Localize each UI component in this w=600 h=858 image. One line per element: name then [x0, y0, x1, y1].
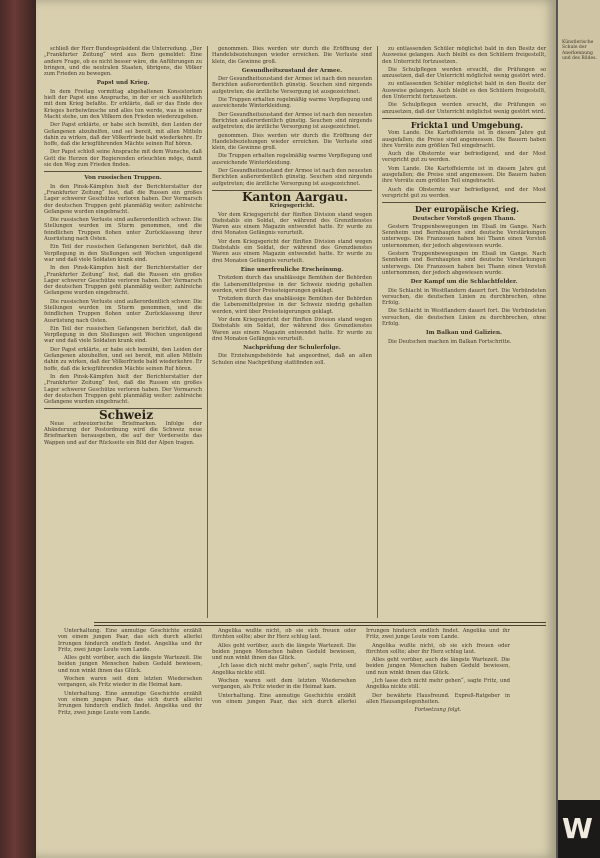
- middle-column: [212, 46, 372, 368]
- article-paragraph: In dem Freitag vormittag abgehaltenen Konsistorium hielt der Papst eine Ansprache, in der er sich ausführlich mit dem Krieg befaßte. Er erklärte, daß er das Ende des Krieges herbeiwünsche und alles tun werde, was in seiner Macht stehe, um den Völkern den Frieden wiederzugeben.: [44, 88, 202, 120]
- article-paragraph: schließ der Herr Bundespräsident die Unterredung. „Der „Frankfurter Zeitung“ wird aus Bern gemeldet: Eine andere Frage, ob es nicht besser wäre, die Anführungen zu bringen, und die neutralen Staaten, übrigens, die Völker zum Frieden zu bewegen.: [44, 46, 202, 78]
- section-heading: Deutscher Vorstoß gegen Thann.: [412, 215, 516, 222]
- section-heading: Von russischen Truppen.: [84, 175, 162, 182]
- section-heading: Eine unerfreuliche Erscheinung.: [240, 266, 344, 273]
- article-paragraph: Der Gesundheitszustand der Armee ist nach den neuesten Berichten außerordentlich günstig. Seuchen sind nirgends aufgetreten; die ärztliche Versorgung ist ausgezeichnet.: [212, 111, 372, 131]
- section-heading: Im Balkan und Galizien.: [426, 330, 502, 337]
- article-paragraph: Die russischen Verluste sind außerordentlich schwer. Die Stellungen wurden im Sturm genommen, und die feindlichen Truppen flohen unter Zurücklassung ihrer Ausrüstung nach Osten.: [44, 298, 202, 324]
- article-paragraph: Der Gesundheitszustand der Armee ist nach den neuesten Berichten außerordentlich günstig. Seuchen sind nirgends aufgetreten; die ärztliche Versorgung ist ausgezeichnet.: [212, 168, 372, 187]
- section-title: Frickta1 und Umgebung.: [410, 119, 524, 130]
- story-paragraph: Alles geht vorüber, auch die längste Wartezeit. Die beiden jungen Menschen haben Geduld bewiesen, und nun winkt ihnen das Glück.: [366, 657, 510, 676]
- column-rule: [377, 46, 378, 618]
- article-paragraph: Trotzdem durch das unablässige Bemühen der Behörden die Lebensmittelpreise in der Schweiz niedrig gehalten werden, wird über Preissteigerungen geklagt.: [212, 296, 372, 315]
- column-rule: [207, 46, 208, 618]
- article-paragraph: Der Papst erklärte, er habe sich bemüht, den Leiden der Gefangenen abzuhelfen, und sei bereit, mit allen Mitteln dahin zu wirken, daß der Völkerfriede bald wiederkehre. Er hoffe, daß die kriegführenden Mächte seinen Ruf hören.: [44, 346, 202, 372]
- newspaper-page: [36, 0, 556, 858]
- article-paragraph: Auch die Obsternte war befriedigend, und der Most verspricht gut zu werden.: [382, 151, 546, 164]
- article-paragraph: Neue schweizerische Briefmarken. Infolge der Abänderung der Postordnung wird die Schweiz neue Briefmarken herausgeben, die auf der Vorderseite das Wappen und auf der Rückseite ein Bild der Alpen tragen.: [44, 420, 202, 446]
- article-paragraph: Ein Teil der russischen Gefangenen berichtet, daß die Verpflegung in den Stellungen seit Wochen ungenügend war und daß viele Soldaten krank sind.: [44, 325, 202, 345]
- article-paragraph: Die Schlacht in Westflandern dauert fort. Die Verbündeten versuchen, die deutschen Linien zu durchbrechen, ohne Erfolg.: [382, 287, 546, 307]
- article-paragraph: Die Schlacht in Westflandern dauert fort. Die Verbündeten versuchen, die deutschen Linien zu durchbrechen, ohne Erfolg.: [382, 308, 546, 327]
- article-paragraph: genommen. Dies werden wir durch die Eröffnung der Handelsbeziehungen wieder erreichen. Die Verluste sind klein, die Gewinne groß.: [212, 46, 372, 65]
- story-paragraph: „Ich lasse dich nicht mehr gehen“, sagte Fritz, und Angelika nickte still.: [212, 663, 356, 676]
- article-paragraph: genommen. Dies werden wir durch die Eröffnung der Handelsbeziehungen wieder erreichen. Die Verluste sind klein, die Gewinne groß.: [212, 132, 372, 152]
- story-paragraph: Angelika wußte nicht, ob sie sich freuen oder fürchten sollte; aber ihr Herz schlug laut.: [366, 642, 510, 655]
- feuilleton-rule: [94, 625, 546, 626]
- article-paragraph: Der Gesundheitszustand der Armee ist nach den neuesten Berichten außerordentlich günstig. Seuchen sind nirgends aufgetreten; die ärztliche Versorgung ist ausgezeichnet.: [212, 76, 372, 95]
- section-heading: Gesundheitszustand der Armee.: [241, 67, 343, 74]
- left-column: [44, 46, 202, 448]
- section-heading: Papst und Krieg.: [96, 80, 150, 87]
- advert-letter: W: [558, 800, 600, 858]
- article-paragraph: Der Papst erklärte, er habe sich bemüht, den Leiden der Gefangenen abzuhelfen, und sei bereit, mit allen Mitteln dahin zu wirken, daß der Völkerfriede bald wiederkehre. Er hoffe, daß die kriegführenden Mächte seinen Ruf hören.: [44, 122, 202, 148]
- story-paragraph: „Ich lasse dich nicht mehr gehen“, sagte Fritz, und Angelika nickte still.: [366, 678, 510, 691]
- feuilleton-rule: [94, 622, 546, 623]
- article-paragraph: In den Pinsk-Kämpfen hielt der Berichterstatter der „Frankfurter Zeitung“ fest, daß die Russen ein großes Lager schwerer Geschütze verloren haben. Der Vormarsch der deutschen Truppen geht planmäßig weiter; zahlreiche Gefangene wurden eingebracht.: [44, 265, 202, 297]
- section-title: Der europäische Krieg.: [414, 204, 520, 215]
- article-paragraph: zu entlassenden Schüler möglichst bald in den Besitz der Ausweise gelangen. Auch bleibt es den Schülern freigestellt, den Unterricht fortzusetzen.: [382, 46, 546, 65]
- article-paragraph: In den Pinsk-Kämpfen hielt der Berichterstatter der „Frankfurter Zeitung“ fest, daß die Russen ein großes Lager schwerer Geschütze verloren haben. Der Vormarsch der deutschen Truppen geht planmäßig weiter; zahlreiche Gefangene wurden eingebracht.: [44, 373, 202, 406]
- article-paragraph: Gestern Truppenbewegungen im Elsaß im Gange. Nach Sennheim und Bernhaupten sind deutsche Verstärkungen unterwegs. Die Franzosen haben bei Thann einen Vorstoß unternommen, der jedoch abgewiesen wurde.: [382, 251, 546, 276]
- article-paragraph: Die Schulpflegen werden ersucht, die Prüfungen so anzusetzen, daß der Unterricht möglichst wenig gestört wird.: [382, 102, 546, 115]
- article-paragraph: Vom Lande. Die Kartoffelernte ist in diesem Jahre gut ausgefallen; die Preise sind angemessen. Die Bauern haben ihre Vorräte zum größten Teil eingebracht.: [382, 130, 546, 149]
- story-paragraph: Alles geht vorüber, auch die längste Wartezeit. Die beiden jungen Menschen haben Geduld bewiesen, und nun winkt ihnen das Glück.: [58, 655, 202, 674]
- article-paragraph: Vor dem Kriegsgericht der fünften Division stand wegen Diebstahls ein Soldat, der während des Grenzdienstes Waren aus einem Magazin entwendet hatte. Er wurde zu drei Monaten Gefängnis verurteilt.: [212, 238, 372, 264]
- story-paragraph: Unterhaltung. Eine anmutige Geschichte erzählt von einem jungen Paar, das sich durch allerlei Irrungen hindurch endlich findet. Angelika und ihr Fritz, zwei junge Leute vom Lande.: [58, 690, 202, 716]
- article-paragraph: Die Erziehungsbehörde hat angeordnet, daß an allen Schulen eine Nachprüfung stattfinden soll.: [212, 353, 372, 366]
- right-column: [382, 46, 546, 347]
- divider: [382, 202, 546, 203]
- story-paragraph: Wochen waren seit dem letzten Wiedersehen vergangen, als Fritz wieder in die Heimat kam.: [58, 676, 202, 689]
- article-paragraph: Vor dem Kriegsgericht der fünften Division stand wegen Diebstahls ein Soldat, der während des Grenzdienstes Waren aus einem Magazin entwendet hatte. Er wurde zu drei Monaten Gefängnis verurteilt.: [212, 211, 372, 237]
- article-paragraph: Die Truppen erhalten regelmäßig warme Verpflegung und ausreichende Winterkleidung.: [212, 153, 372, 166]
- section-heading: Der Kampf um die Schlachtfelder.: [410, 279, 518, 286]
- story-paragraph: Der bewährte Hausfreund. Expreß-Ratgeber in allen Hausangelegenheiten.: [366, 692, 510, 705]
- article-paragraph: In den Pinsk-Kämpfen hielt der Berichterstatter der „Frankfurter Zeitung“ fest, daß die Russen ein großes Lager schwerer Geschütze verloren haben. Der Vormarsch der deutschen Truppen geht planmäßig weiter; zahlreiche Gefangene wurden eingebracht.: [44, 183, 202, 215]
- section-heading: Kriegsgericht.: [269, 203, 315, 210]
- article-paragraph: Vor dem Kriegsgericht der fünften Division stand wegen Diebstahls ein Soldat, der während des Grenzdienstes Waren aus einem Magazin entwendet hatte. Er wurde zu drei Monaten Gefängnis verurteilt.: [212, 316, 372, 342]
- divider: [44, 171, 202, 172]
- story-paragraph: Angelika wußte nicht, ob sie sich freuen oder fürchten sollte; aber ihr Herz schlug laut.: [212, 628, 356, 641]
- story-paragraph: Wochen waren seit dem letzten Wiedersehen vergangen, als Fritz wieder in die Heimat kam.: [212, 678, 356, 691]
- article-paragraph: Der Papst schloß seine Ansprache mit dem Wunsche, daß Gott die Herzen der Regierenden erleuchten möge, damit sie den Weg zum Frieden finden.: [44, 149, 202, 169]
- section-heading: Nachprüfung der Schulerfolge.: [243, 345, 341, 352]
- article-paragraph: Vom Lande. Die Kartoffelernte ist in diesem Jahre gut ausgefallen; die Preise sind angemessen. Die Bauern haben ihre Vorräte zum größten Teil eingebracht.: [382, 165, 546, 185]
- article-paragraph: Auch die Obsternte war befriedigend, und der Most verspricht gut zu werden.: [382, 186, 546, 199]
- book-binding: [0, 0, 36, 858]
- section-title: Kanton Aargau.: [242, 189, 348, 204]
- article-paragraph: Gestern Truppenbewegungen im Elsaß im Gange. Nach Sennheim und Bernhaupten sind deutsche Verstärkungen unterwegs. Die Franzosen haben bei Thann einen Vorstoß unternommen, der jedoch abgewiesen wurde.: [382, 223, 546, 249]
- feuilleton-section: [58, 628, 510, 716]
- story-paragraph: Alles geht vorüber, auch die längste Wartezeit. Die beiden jungen Menschen haben Geduld bewiesen, und nun winkt ihnen das Glück.: [212, 642, 356, 662]
- story-paragraph: Unterhaltung. Eine anmutige Geschichte erzählt von einem jungen Paar, das sich durch allerlei Irrungen hindurch endlich findet. Angelika und ihr Fritz, zwei junge Leute vom Lande.: [212, 628, 510, 705]
- article-paragraph: Die russischen Verluste sind außerordentlich schwer. Die Stellungen wurden im Sturm genommen, und die feindlichen Truppen flohen unter Zurücklassung ihrer Ausrüstung nach Osten.: [44, 217, 202, 243]
- article-paragraph: Ein Teil der russischen Gefangenen berichtet, daß die Verpflegung in den Stellungen seit Wochen ungenügend war und daß viele Soldaten krank sind.: [44, 244, 202, 263]
- adjacent-page: [556, 0, 600, 858]
- article-paragraph: Die Schulpflegen werden ersucht, die Prüfungen so anzusetzen, daß der Unterricht möglichst wenig gestört wird.: [382, 66, 546, 80]
- article-paragraph: Die Deutschen machen im Balkan Fortschritte.: [388, 338, 512, 345]
- story-paragraph: Unterhaltung. Eine anmutige Geschichte erzählt von einem jungen Paar, das sich durch allerlei Irrungen hindurch endlich findet. Angelika und ihr Fritz, zwei junge Leute vom Lande.: [58, 628, 202, 653]
- section-title: Schweiz: [98, 408, 154, 423]
- article-paragraph: zu entlassenden Schüler möglichst bald in den Besitz der Ausweise gelangen. Auch bleibt es den Schülern freigestellt, den Unterricht fortzusetzen.: [382, 81, 546, 101]
- continued-note: Fortsetzung folgt.: [414, 707, 462, 714]
- adjacent-page-text: Künstlerische Schule der Anerkennung und des Bildes.: [562, 40, 597, 62]
- article-paragraph: Die Truppen erhalten regelmäßig warme Verpflegung und ausreichende Winterkleidung.: [212, 97, 372, 110]
- divider: [382, 118, 546, 119]
- article-paragraph: Trotzdem durch das unablässige Bemühen der Behörden die Lebensmittelpreise in der Schweiz niedrig gehalten werden, wird über Preissteigerungen geklagt.: [212, 275, 372, 294]
